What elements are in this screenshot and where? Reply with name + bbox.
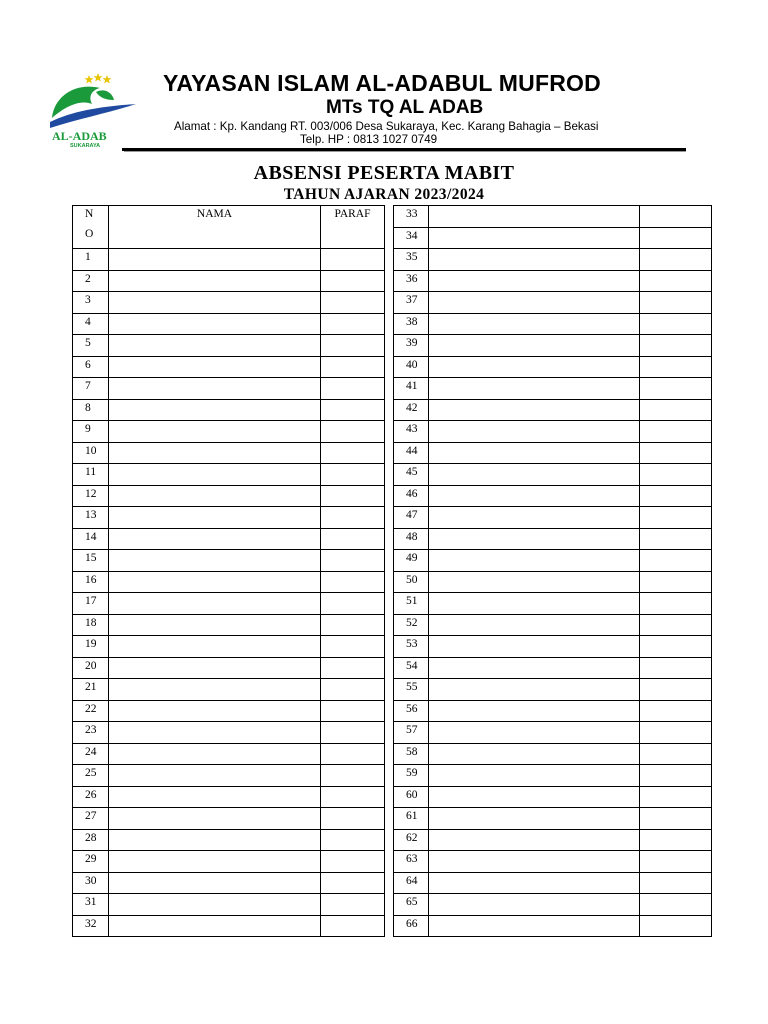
name-cell[interactable] xyxy=(109,636,321,658)
name-cell[interactable] xyxy=(109,593,321,615)
signature-cell[interactable] xyxy=(321,700,385,722)
row-number-cell: 54 xyxy=(394,657,429,679)
row-number-cell: 3 xyxy=(73,292,109,314)
logo-text: AL-ADAB xyxy=(52,129,107,143)
row-number-cell: 37 xyxy=(394,292,429,314)
signature-cell[interactable] xyxy=(321,270,385,292)
table-row xyxy=(73,421,385,443)
table-row xyxy=(394,378,712,400)
header-no-bottom: O xyxy=(85,228,94,240)
name-cell[interactable] xyxy=(109,700,321,722)
attendance-table-right xyxy=(393,205,712,937)
header-no-cell xyxy=(73,206,109,249)
table-row xyxy=(394,614,712,636)
row-number-cell: 38 xyxy=(394,313,429,335)
signature-cell[interactable] xyxy=(321,550,385,572)
attendance-table-left xyxy=(72,205,385,937)
table-row xyxy=(394,485,712,507)
row-number-cell: 48 xyxy=(394,528,429,550)
signature-cell[interactable] xyxy=(640,872,712,894)
row-number-cell: 50 xyxy=(394,571,429,593)
name-cell[interactable] xyxy=(429,356,640,378)
name-cell[interactable] xyxy=(109,292,321,314)
signature-cell[interactable] xyxy=(640,206,712,228)
row-number-cell: 23 xyxy=(73,722,109,744)
name-cell[interactable] xyxy=(109,313,321,335)
name-cell[interactable] xyxy=(429,915,640,937)
signature-cell[interactable] xyxy=(321,421,385,443)
name-cell[interactable] xyxy=(109,249,321,271)
table-row xyxy=(73,399,385,421)
name-cell[interactable] xyxy=(109,335,321,357)
row-number-cell: 2 xyxy=(73,270,109,292)
name-cell[interactable] xyxy=(429,593,640,615)
name-cell[interactable] xyxy=(429,808,640,830)
name-cell[interactable] xyxy=(109,765,321,787)
row-number-cell: 47 xyxy=(394,507,429,529)
signature-cell[interactable] xyxy=(640,399,712,421)
name-cell[interactable] xyxy=(109,614,321,636)
header-sign-cell: PARAF xyxy=(321,206,385,249)
signature-cell[interactable] xyxy=(321,679,385,701)
star-icon xyxy=(94,73,103,82)
row-number-cell: 42 xyxy=(394,399,429,421)
name-cell[interactable] xyxy=(429,507,640,529)
row-number-cell: 8 xyxy=(73,399,109,421)
name-cell[interactable] xyxy=(429,292,640,314)
name-cell[interactable] xyxy=(109,679,321,701)
name-cell[interactable] xyxy=(429,636,640,658)
table-row xyxy=(73,270,385,292)
phone-line: Telp. HP : 0813 1027 0749 xyxy=(300,133,438,146)
row-number-cell: 20 xyxy=(73,657,109,679)
al-adab-logo-icon xyxy=(46,70,138,148)
row-number-cell: 64 xyxy=(394,872,429,894)
signature-cell[interactable] xyxy=(640,485,712,507)
table-row xyxy=(73,679,385,701)
table-row xyxy=(73,507,385,529)
name-cell[interactable] xyxy=(429,335,640,357)
table-row xyxy=(73,743,385,765)
table-row xyxy=(73,894,385,916)
row-number-cell: 44 xyxy=(394,442,429,464)
signature-cell[interactable] xyxy=(321,851,385,873)
table-row xyxy=(73,464,385,486)
signature-cell[interactable] xyxy=(640,765,712,787)
row-number-cell: 31 xyxy=(73,894,109,916)
row-number-cell: 17 xyxy=(73,593,109,615)
name-cell[interactable] xyxy=(429,528,640,550)
row-number-cell: 4 xyxy=(73,313,109,335)
name-cell[interactable] xyxy=(109,550,321,572)
header-divider-shadow xyxy=(124,151,686,152)
row-number-cell: 34 xyxy=(394,227,429,249)
name-cell[interactable] xyxy=(109,399,321,421)
header-name-cell: NAMA xyxy=(109,206,321,249)
table-row xyxy=(394,636,712,658)
table-row xyxy=(73,872,385,894)
table-row xyxy=(73,335,385,357)
table-row xyxy=(73,636,385,658)
name-cell[interactable] xyxy=(429,700,640,722)
name-cell[interactable] xyxy=(109,571,321,593)
row-number-cell: 27 xyxy=(73,808,109,830)
table-row xyxy=(394,292,712,314)
row-number-cell: 49 xyxy=(394,550,429,572)
name-cell[interactable] xyxy=(109,808,321,830)
table-row xyxy=(394,227,712,249)
table-row xyxy=(394,915,712,937)
signature-cell[interactable] xyxy=(321,894,385,916)
table-row xyxy=(394,657,712,679)
signature-cell[interactable] xyxy=(321,571,385,593)
table-row xyxy=(73,485,385,507)
table-row xyxy=(73,528,385,550)
name-cell[interactable] xyxy=(429,378,640,400)
row-number-cell: 55 xyxy=(394,679,429,701)
header-no-top: N xyxy=(85,208,94,220)
table-row xyxy=(73,313,385,335)
table-row xyxy=(394,356,712,378)
organization-name: YAYASAN ISLAM AL-ADABUL MUFROD xyxy=(163,70,601,96)
name-cell[interactable] xyxy=(429,894,640,916)
signature-cell[interactable] xyxy=(321,249,385,271)
name-cell[interactable] xyxy=(429,550,640,572)
address-line: Alamat : Kp. Kandang RT. 003/006 Desa Sukaraya, Kec. Karang Bahagia – Bekasi xyxy=(174,120,599,133)
signature-cell[interactable] xyxy=(321,636,385,658)
table-row xyxy=(394,528,712,550)
name-cell[interactable] xyxy=(109,356,321,378)
table-row xyxy=(394,464,712,486)
name-cell[interactable] xyxy=(109,464,321,486)
leaf-shape xyxy=(96,90,114,100)
row-number-cell: 24 xyxy=(73,743,109,765)
row-number-cell: 32 xyxy=(73,915,109,937)
signature-cell[interactable] xyxy=(321,614,385,636)
table-row xyxy=(73,356,385,378)
row-number-cell: 35 xyxy=(394,249,429,271)
table-row xyxy=(394,872,712,894)
table-row xyxy=(73,442,385,464)
signature-cell[interactable] xyxy=(640,636,712,658)
signature-cell[interactable] xyxy=(321,399,385,421)
name-cell[interactable] xyxy=(109,378,321,400)
name-cell[interactable] xyxy=(429,464,640,486)
signature-cell[interactable] xyxy=(640,700,712,722)
row-number-cell: 36 xyxy=(394,270,429,292)
document-subtitle: TAHUN AJARAN 2023/2024 xyxy=(283,186,485,203)
row-number-cell: 13 xyxy=(73,507,109,529)
row-number-cell: 6 xyxy=(73,356,109,378)
row-number-cell: 14 xyxy=(73,528,109,550)
name-cell[interactable] xyxy=(429,313,640,335)
table-row xyxy=(73,593,385,615)
name-cell[interactable] xyxy=(429,872,640,894)
row-number-cell: 12 xyxy=(73,485,109,507)
row-number-cell: 28 xyxy=(73,829,109,851)
signature-cell[interactable] xyxy=(640,227,712,249)
name-cell[interactable] xyxy=(109,851,321,873)
name-cell[interactable] xyxy=(109,421,321,443)
signature-cell[interactable] xyxy=(640,378,712,400)
signature-cell[interactable] xyxy=(321,335,385,357)
name-cell[interactable] xyxy=(109,786,321,808)
table-row xyxy=(394,700,712,722)
row-number-cell: 39 xyxy=(394,335,429,357)
table-row xyxy=(73,700,385,722)
signature-cell[interactable] xyxy=(640,743,712,765)
row-number-cell: 60 xyxy=(394,786,429,808)
signature-cell[interactable] xyxy=(640,851,712,873)
signature-cell[interactable] xyxy=(640,464,712,486)
name-cell[interactable] xyxy=(429,571,640,593)
name-cell[interactable] xyxy=(429,722,640,744)
table-row xyxy=(394,442,712,464)
table-row xyxy=(394,593,712,615)
name-cell[interactable] xyxy=(109,485,321,507)
signature-cell[interactable] xyxy=(321,743,385,765)
signature-cell[interactable] xyxy=(321,765,385,787)
signature-cell[interactable] xyxy=(640,421,712,443)
row-number-cell: 7 xyxy=(73,378,109,400)
name-cell[interactable] xyxy=(429,485,640,507)
row-number-cell: 51 xyxy=(394,593,429,615)
name-cell[interactable] xyxy=(109,507,321,529)
row-number-cell: 33 xyxy=(394,206,429,228)
signature-cell[interactable] xyxy=(640,614,712,636)
signature-cell[interactable] xyxy=(640,442,712,464)
table-row xyxy=(394,335,712,357)
name-cell[interactable] xyxy=(429,657,640,679)
name-cell[interactable] xyxy=(429,399,640,421)
row-number-cell: 63 xyxy=(394,851,429,873)
name-cell[interactable] xyxy=(109,829,321,851)
row-number-cell: 10 xyxy=(73,442,109,464)
name-cell[interactable] xyxy=(429,206,640,228)
table-row xyxy=(394,808,712,830)
name-cell[interactable] xyxy=(109,722,321,744)
name-cell[interactable] xyxy=(429,765,640,787)
name-cell[interactable] xyxy=(109,915,321,937)
name-cell[interactable] xyxy=(429,679,640,701)
table-row xyxy=(394,550,712,572)
signature-cell[interactable] xyxy=(321,313,385,335)
table-row xyxy=(394,206,712,228)
row-number-cell: 57 xyxy=(394,722,429,744)
table-row xyxy=(394,829,712,851)
table-row xyxy=(394,313,712,335)
name-cell[interactable] xyxy=(429,421,640,443)
name-cell[interactable] xyxy=(109,528,321,550)
signature-cell[interactable] xyxy=(321,593,385,615)
name-cell[interactable] xyxy=(109,743,321,765)
row-number-cell: 43 xyxy=(394,421,429,443)
row-number-cell: 22 xyxy=(73,700,109,722)
row-number-cell: 18 xyxy=(73,614,109,636)
table-row xyxy=(394,571,712,593)
row-number-cell: 29 xyxy=(73,851,109,873)
signature-cell[interactable] xyxy=(321,292,385,314)
document-title: ABSENSI PESERTA MABIT xyxy=(253,162,515,184)
name-cell[interactable] xyxy=(109,872,321,894)
table-row xyxy=(73,550,385,572)
signature-cell[interactable] xyxy=(321,872,385,894)
table-row xyxy=(73,915,385,937)
signature-cell[interactable] xyxy=(321,786,385,808)
signature-cell[interactable] xyxy=(321,808,385,830)
table-row xyxy=(73,829,385,851)
row-number-cell: 21 xyxy=(73,679,109,701)
name-cell[interactable] xyxy=(109,442,321,464)
table-row xyxy=(73,249,385,271)
row-number-cell: 5 xyxy=(73,335,109,357)
row-number-cell: 52 xyxy=(394,614,429,636)
signature-cell[interactable] xyxy=(640,915,712,937)
row-number-cell: 25 xyxy=(73,765,109,787)
signature-cell[interactable] xyxy=(640,679,712,701)
table-row xyxy=(73,851,385,873)
table-row xyxy=(73,765,385,787)
table-row xyxy=(73,808,385,830)
table-row xyxy=(394,786,712,808)
name-cell[interactable] xyxy=(429,614,640,636)
signature-cell[interactable] xyxy=(640,722,712,744)
name-cell[interactable] xyxy=(429,786,640,808)
row-number-cell: 62 xyxy=(394,829,429,851)
row-number-cell: 15 xyxy=(73,550,109,572)
signature-cell[interactable] xyxy=(640,507,712,529)
signature-cell[interactable] xyxy=(640,786,712,808)
signature-cell[interactable] xyxy=(321,485,385,507)
signature-cell[interactable] xyxy=(640,571,712,593)
row-number-cell: 66 xyxy=(394,915,429,937)
signature-cell[interactable] xyxy=(640,335,712,357)
signature-cell[interactable] xyxy=(640,894,712,916)
signature-cell[interactable] xyxy=(640,550,712,572)
row-number-cell: 61 xyxy=(394,808,429,830)
name-cell[interactable] xyxy=(109,657,321,679)
signature-cell[interactable] xyxy=(321,657,385,679)
name-cell[interactable] xyxy=(429,249,640,271)
row-number-cell: 30 xyxy=(73,872,109,894)
table-row xyxy=(394,421,712,443)
name-cell[interactable] xyxy=(429,227,640,249)
row-number-cell: 59 xyxy=(394,765,429,787)
name-cell[interactable] xyxy=(429,442,640,464)
name-cell[interactable] xyxy=(429,743,640,765)
signature-cell[interactable] xyxy=(640,528,712,550)
table-row xyxy=(394,270,712,292)
table-row xyxy=(394,399,712,421)
signature-cell[interactable] xyxy=(640,313,712,335)
signature-cell[interactable] xyxy=(640,829,712,851)
signature-cell[interactable] xyxy=(321,528,385,550)
row-number-cell: 53 xyxy=(394,636,429,658)
table-row xyxy=(73,571,385,593)
table-row xyxy=(394,765,712,787)
signature-cell[interactable] xyxy=(321,356,385,378)
row-number-cell: 58 xyxy=(394,743,429,765)
logo-subtext: SUKARAYA xyxy=(70,143,101,148)
star-icon xyxy=(103,75,112,84)
signature-cell[interactable] xyxy=(640,356,712,378)
row-number-cell: 41 xyxy=(394,378,429,400)
signature-cell[interactable] xyxy=(640,808,712,830)
row-number-cell: 40 xyxy=(394,356,429,378)
signature-cell[interactable] xyxy=(640,249,712,271)
signature-cell[interactable] xyxy=(321,507,385,529)
table-row xyxy=(394,743,712,765)
row-number-cell: 19 xyxy=(73,636,109,658)
signature-cell[interactable] xyxy=(640,292,712,314)
signature-cell[interactable] xyxy=(321,442,385,464)
signature-cell[interactable] xyxy=(321,915,385,937)
table-row xyxy=(394,722,712,744)
school-name: MTs TQ AL ADAB xyxy=(326,97,484,118)
signature-cell[interactable] xyxy=(640,657,712,679)
signature-cell[interactable] xyxy=(640,270,712,292)
table-row xyxy=(394,679,712,701)
signature-cell[interactable] xyxy=(321,378,385,400)
row-number-cell: 56 xyxy=(394,700,429,722)
table-row xyxy=(394,894,712,916)
name-cell[interactable] xyxy=(429,270,640,292)
star-icon xyxy=(85,75,94,84)
row-number-cell: 65 xyxy=(394,894,429,916)
table-row xyxy=(73,292,385,314)
row-number-cell: 16 xyxy=(73,571,109,593)
table-row xyxy=(73,378,385,400)
row-number-cell: 1 xyxy=(73,249,109,271)
row-number-cell: 11 xyxy=(73,464,109,486)
signature-cell[interactable] xyxy=(321,722,385,744)
name-cell[interactable] xyxy=(429,851,640,873)
name-cell[interactable] xyxy=(429,829,640,851)
table-row xyxy=(394,507,712,529)
row-number-cell: 9 xyxy=(73,421,109,443)
name-cell[interactable] xyxy=(109,270,321,292)
row-number-cell: 26 xyxy=(73,786,109,808)
table-row xyxy=(73,722,385,744)
row-number-cell: 45 xyxy=(394,464,429,486)
name-cell[interactable] xyxy=(109,894,321,916)
table-row xyxy=(394,851,712,873)
signature-cell[interactable] xyxy=(321,464,385,486)
table-row xyxy=(394,249,712,271)
signature-cell[interactable] xyxy=(640,593,712,615)
signature-cell[interactable] xyxy=(321,829,385,851)
row-number-cell: 46 xyxy=(394,485,429,507)
table-row xyxy=(73,657,385,679)
table-row xyxy=(73,786,385,808)
table-row xyxy=(73,614,385,636)
